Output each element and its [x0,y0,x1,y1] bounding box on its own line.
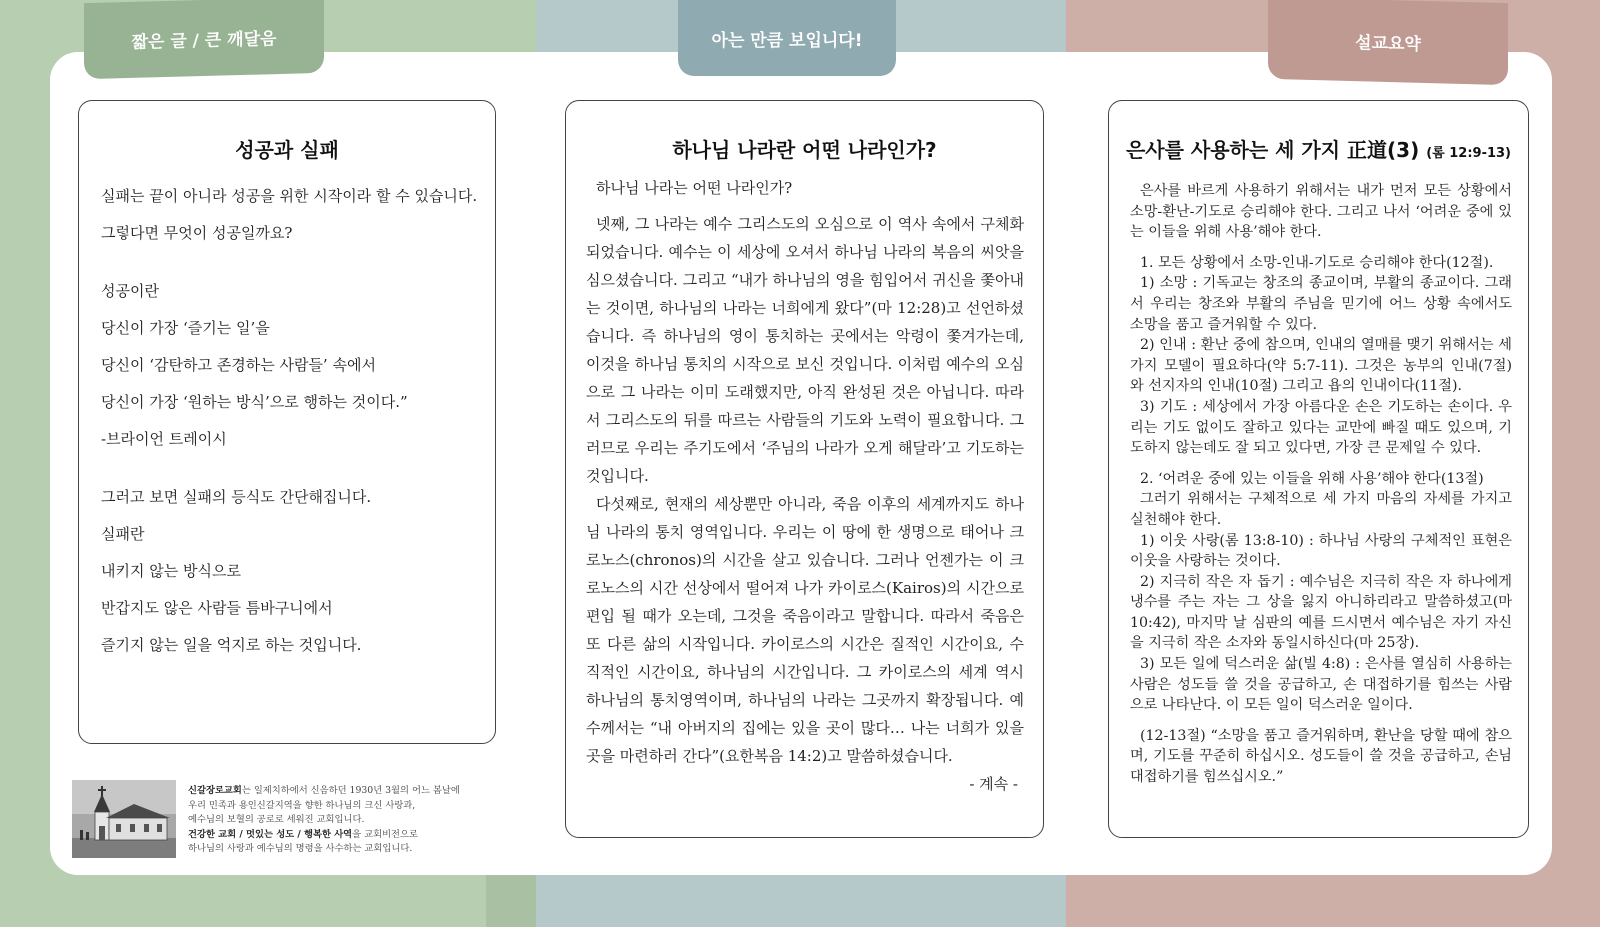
text-span: 는 일제치하에서 신음하던 1930년 3월의 어느 봄날에 [241,785,460,796]
closing-paragraph: (12-13절) “소망을 품고 즐거워하며, 환난을 당할 때에 참으며, 기도를 꾸준히 하십시오. 성도들이 쓸 것을 공급하고, 손님 대접하기를 힘쓰십시오.” [1130,727,1512,786]
text-line: 실패란 [101,525,145,543]
spacer [101,252,477,273]
section-heading: 1. 모든 상황에서 소망-인내-기도로 승리해야 한다(12절). [1140,254,1494,271]
text-line: 실패는 끝이 아니라 성공을 위한 시작이라 할 수 있습니다. [101,187,478,205]
card-body [1130,181,1512,788]
text-line [188,784,460,799]
point: 그러기 위해서는 구체적으로 세 가지 마음의 자세를 가지고 실천해야 한다. [1130,491,1512,528]
continued-label: - 계속 - [969,775,1018,793]
text-line: -브라이언 트레이시 [101,430,227,448]
text-line: 성공이란 [101,282,159,300]
tab-sermon-summary [1268,0,1508,85]
point: 3) 기도 : 세상에서 가장 아름다운 손은 기도하는 손이다. 우리는 기도 없이도 잘하고 있다는 교만에 빠질 때도 있으며, 기도하지 않는데도 잘 되고 있다면, 가장 큰 문제일 수 있다. [1130,398,1512,457]
text-line: 그렇다면 무엇이 성공일까요? [101,224,293,242]
card-title [1109,134,1528,163]
text-line: 그러고 보면 실패의 등식도 간단해집니다. [101,488,372,506]
church-description [188,784,460,857]
tab-short-writing [84,0,324,79]
text-line: 당신이 가장 ‘원하는 방식’으로 행하는 것이다.” [101,393,408,411]
card-success-failure [78,100,496,744]
point: 2) 인내 : 환난 중에 참으며, 인내의 열매를 맺기 위해서는 세 가지 모델이 필요하다(약 5:7-11). 그것은 농부의 인내(7절)와 선지자의 인내(10절) 그리고 욥의 인내이다(11절). [1130,337,1512,395]
intro-paragraph: 은사를 바르게 사용하기 위해서는 내가 먼저 모든 상황에서 소망-환난-기도로 승리해야 한다. 그리고 나서 ‘어려운 중에 있는 이들을 위해 사용’해야 한다. [1130,183,1512,241]
card-title: 성공과 실패 [235,138,339,162]
card-sermon-summary [1108,100,1529,838]
text-line: 하나님의 사랑과 예수님의 명령을 사수하는 교회입니다. [188,843,413,855]
church-vision: 건강한 교회 / 멋있는 성도 / 행복한 사역 [188,828,353,840]
point: 3) 모든 일에 덕스러운 삶(빌 4:8) : 은사를 열심히 사용하는 사람은 성도들 쓸 것을 공급하고, 손 대접하기를 힘쓰는 사람으로 나타난다. 이 모든 일이 덕스러운 일이다. [1130,656,1512,714]
section-heading: 2. ‘어려운 중에 있는 이들을 위해 사용’해야 한다(13절) [1140,470,1484,487]
text-span: 을 교회비전으로 [352,828,418,840]
point: 1) 소망 : 기독교는 창조의 종교이며, 부활의 종교이다. 그래서 우리는 창조와 부활의 주님을 믿기에 어느 상황 속에서도 소망을 품고 즐거워할 수 있다. [1130,275,1512,333]
text-line: 당신이 ‘감탄하고 존경하는 사람들’ 속에서 [101,356,376,374]
church-footer [72,780,492,860]
card-body [101,178,477,664]
church-name: 신갈장로교회 [188,785,242,796]
scripture-ref: (롬 12:9-13) [1426,146,1511,161]
text-line: 예수님의 보혈의 공로로 세워진 교회입니다. [188,814,365,826]
point: 2) 지극히 작은 자 돕기 : 예수님은 지극히 작은 자 하나에게 냉수를 주는 자는 그 상을 잃지 아니하리라고 말씀하셨고(마 10:42), 마지막 날 심판의 예를 드시면서 예수님은 자기 자신을 지극히 작은 소자와 동일시하신다(마 25장). [1130,573,1512,652]
tab-know-see [678,0,896,76]
text-line: 내키지 않는 방식으로 [101,562,241,580]
card-title: 하나님 나라란 어떤 나라인가? [672,138,937,162]
tab-label: 아는 만큼 보입니다! [711,30,863,51]
card-kingdom-of-god [565,100,1044,838]
paragraph: 다섯째로, 현재의 세상뿐만 아니라, 죽음 이후의 세계까지도 하나님 나라의 통치 영역입니다. 우리는 이 땅에 한 생명으로 태어나 크로노스(chronos)의 시간을 살고 있습니다. 그러나 언젠가는 이 크로노스의 시간 선상에서 떨어져 나가 카이로스(Kairos)의 시간으로 편입 될 때가 오는데, 그것을 죽음이라고 말합니다. 따라서 죽음은 또 다른 삶의 시작입니다. 카이로스의 시간은 질적인 시간이요, 수직적인 시간이요, 하나님의 시간입니다. 그 카이로스의 세계 역시 하나님의 통치영역이며, 하나님의 나라는 그곳까지 확장됩니다. 예수께서는 “내 아버지의 집에는 있을 곳이 많다… 나는 너희가 있을 곳을 마련하러 간다”(요한복음 14:2)고 말씀하셨습니다. [586,495,1024,765]
text-line: 우리 민족과 용인신갈지역을 향한 하나님의 크신 사랑과, [188,799,416,811]
text-line [188,828,460,843]
church-photo [72,780,176,858]
tab-label: 짧은 글 / 큰 깨달음 [131,28,277,53]
title-text: 은사를 사용하는 세 가지 正道(3) [1125,138,1420,162]
tab-label: 설교요약 [1355,32,1421,55]
text-line: 당신이 가장 ‘즐기는 일’을 [101,319,270,337]
text-line: 즐기지 않는 일을 억지로 하는 것입니다. [101,636,362,654]
spacer [101,458,477,479]
paragraph: 넷째, 그 나라는 예수 그리스도의 오심으로 이 역사 속에서 구체화되었습니다. 예수는 이 세상에 오셔서 하나님 나라의 복음의 씨앗을 심으셨습니다. 그리고 “내가 하나님의 영을 힘입어서 귀신을 쫓아내는 것이면, 하나님의 나라는 너희에게 왔다”(마 12:28)고 선언하셨습니다. 즉 하나님의 영이 통치하는 곳에서는 악령이 쫓겨가는데, 이것을 하나님 통치의 시작으로 보신 것입니다. 이처럼 예수의 오심으로 그 나라는 이미 도래했지만, 아직 완성된 것은 아닙니다. 따라서 그리스도의 뒤를 따르는 사람들의 기도와 노력이 필요합니다. 그러므로 우리는 주기도에서 ‘주님의 나라가 오게 해달라’고 기도하는 것입니다. [586,215,1024,485]
text-line: 반갑지도 않은 사람들 틈바구니에서 [101,599,333,617]
question-line: 하나님 나라는 어떤 나라인가? [596,179,793,197]
card-body [586,174,1024,798]
background-band-green-dark [486,870,536,927]
point: 1) 이웃 사랑(롬 13:8-10) : 하나님 사랑의 구체적인 표현은 이웃을 사랑하는 것이다. [1130,532,1512,570]
